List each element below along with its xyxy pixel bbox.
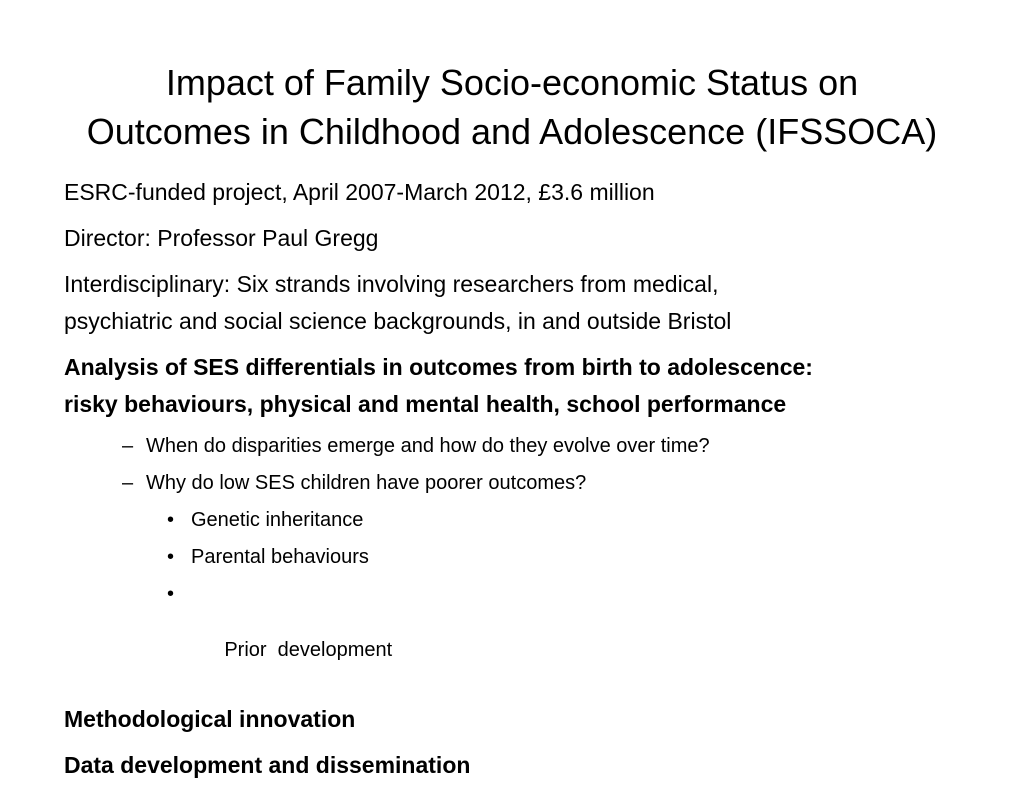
slide-title-line-2: Outcomes in Childhood and Adolescence (IFSSOCA) (86, 111, 938, 152)
item-analysis-line-1: Analysis of SES differentials in outcomes from birth to adolescence: (64, 354, 813, 380)
item-interdisciplinary-line-2: psychiatric and social science backgrounds, in and outside Bristol (64, 308, 732, 334)
item-funding: ESRC-funded project, April 2007-March 2012, £3.6 million (64, 179, 655, 205)
bullet-text: Genetic inheritance (191, 509, 364, 531)
dash-marker: – (122, 435, 134, 457)
dash-marker: – (122, 472, 134, 494)
sub-item-low-ses (64, 469, 964, 497)
bullet-dot: • (167, 583, 175, 605)
bullet-prior (64, 580, 964, 692)
sub-item-disparities (64, 432, 964, 460)
bullet-text: Prior development (224, 639, 393, 661)
sub-item-text: When do disparities emerge and how do they evolve over time? (146, 435, 710, 457)
bullet-text: Parental behaviours (191, 546, 369, 568)
slide-title (40, 58, 984, 156)
item-methodological: Methodological innovation (64, 706, 356, 732)
bullet-parental (64, 543, 964, 571)
bullet-dot: • (167, 509, 175, 531)
bullet-dot: • (167, 546, 175, 568)
bullet-genetic (64, 506, 964, 534)
slide-body (64, 174, 964, 793)
item-analysis-line-2: risky behaviours, physical and mental health, school performance (64, 391, 787, 417)
sub-item-text: Why do low SES children have poorer outcomes? (146, 472, 587, 494)
item-analysis (64, 349, 964, 423)
item-interdisciplinary-line-1: Interdisciplinary: Six strands involving researchers from medical, (64, 271, 719, 297)
item-interdisciplinary (64, 266, 964, 340)
item-director: Director: Professor Paul Gregg (64, 225, 379, 251)
item-data-development: Data development and dissemination (64, 752, 471, 778)
slide-title-line-1: Impact of Family Socio-economic Status on (165, 62, 859, 103)
